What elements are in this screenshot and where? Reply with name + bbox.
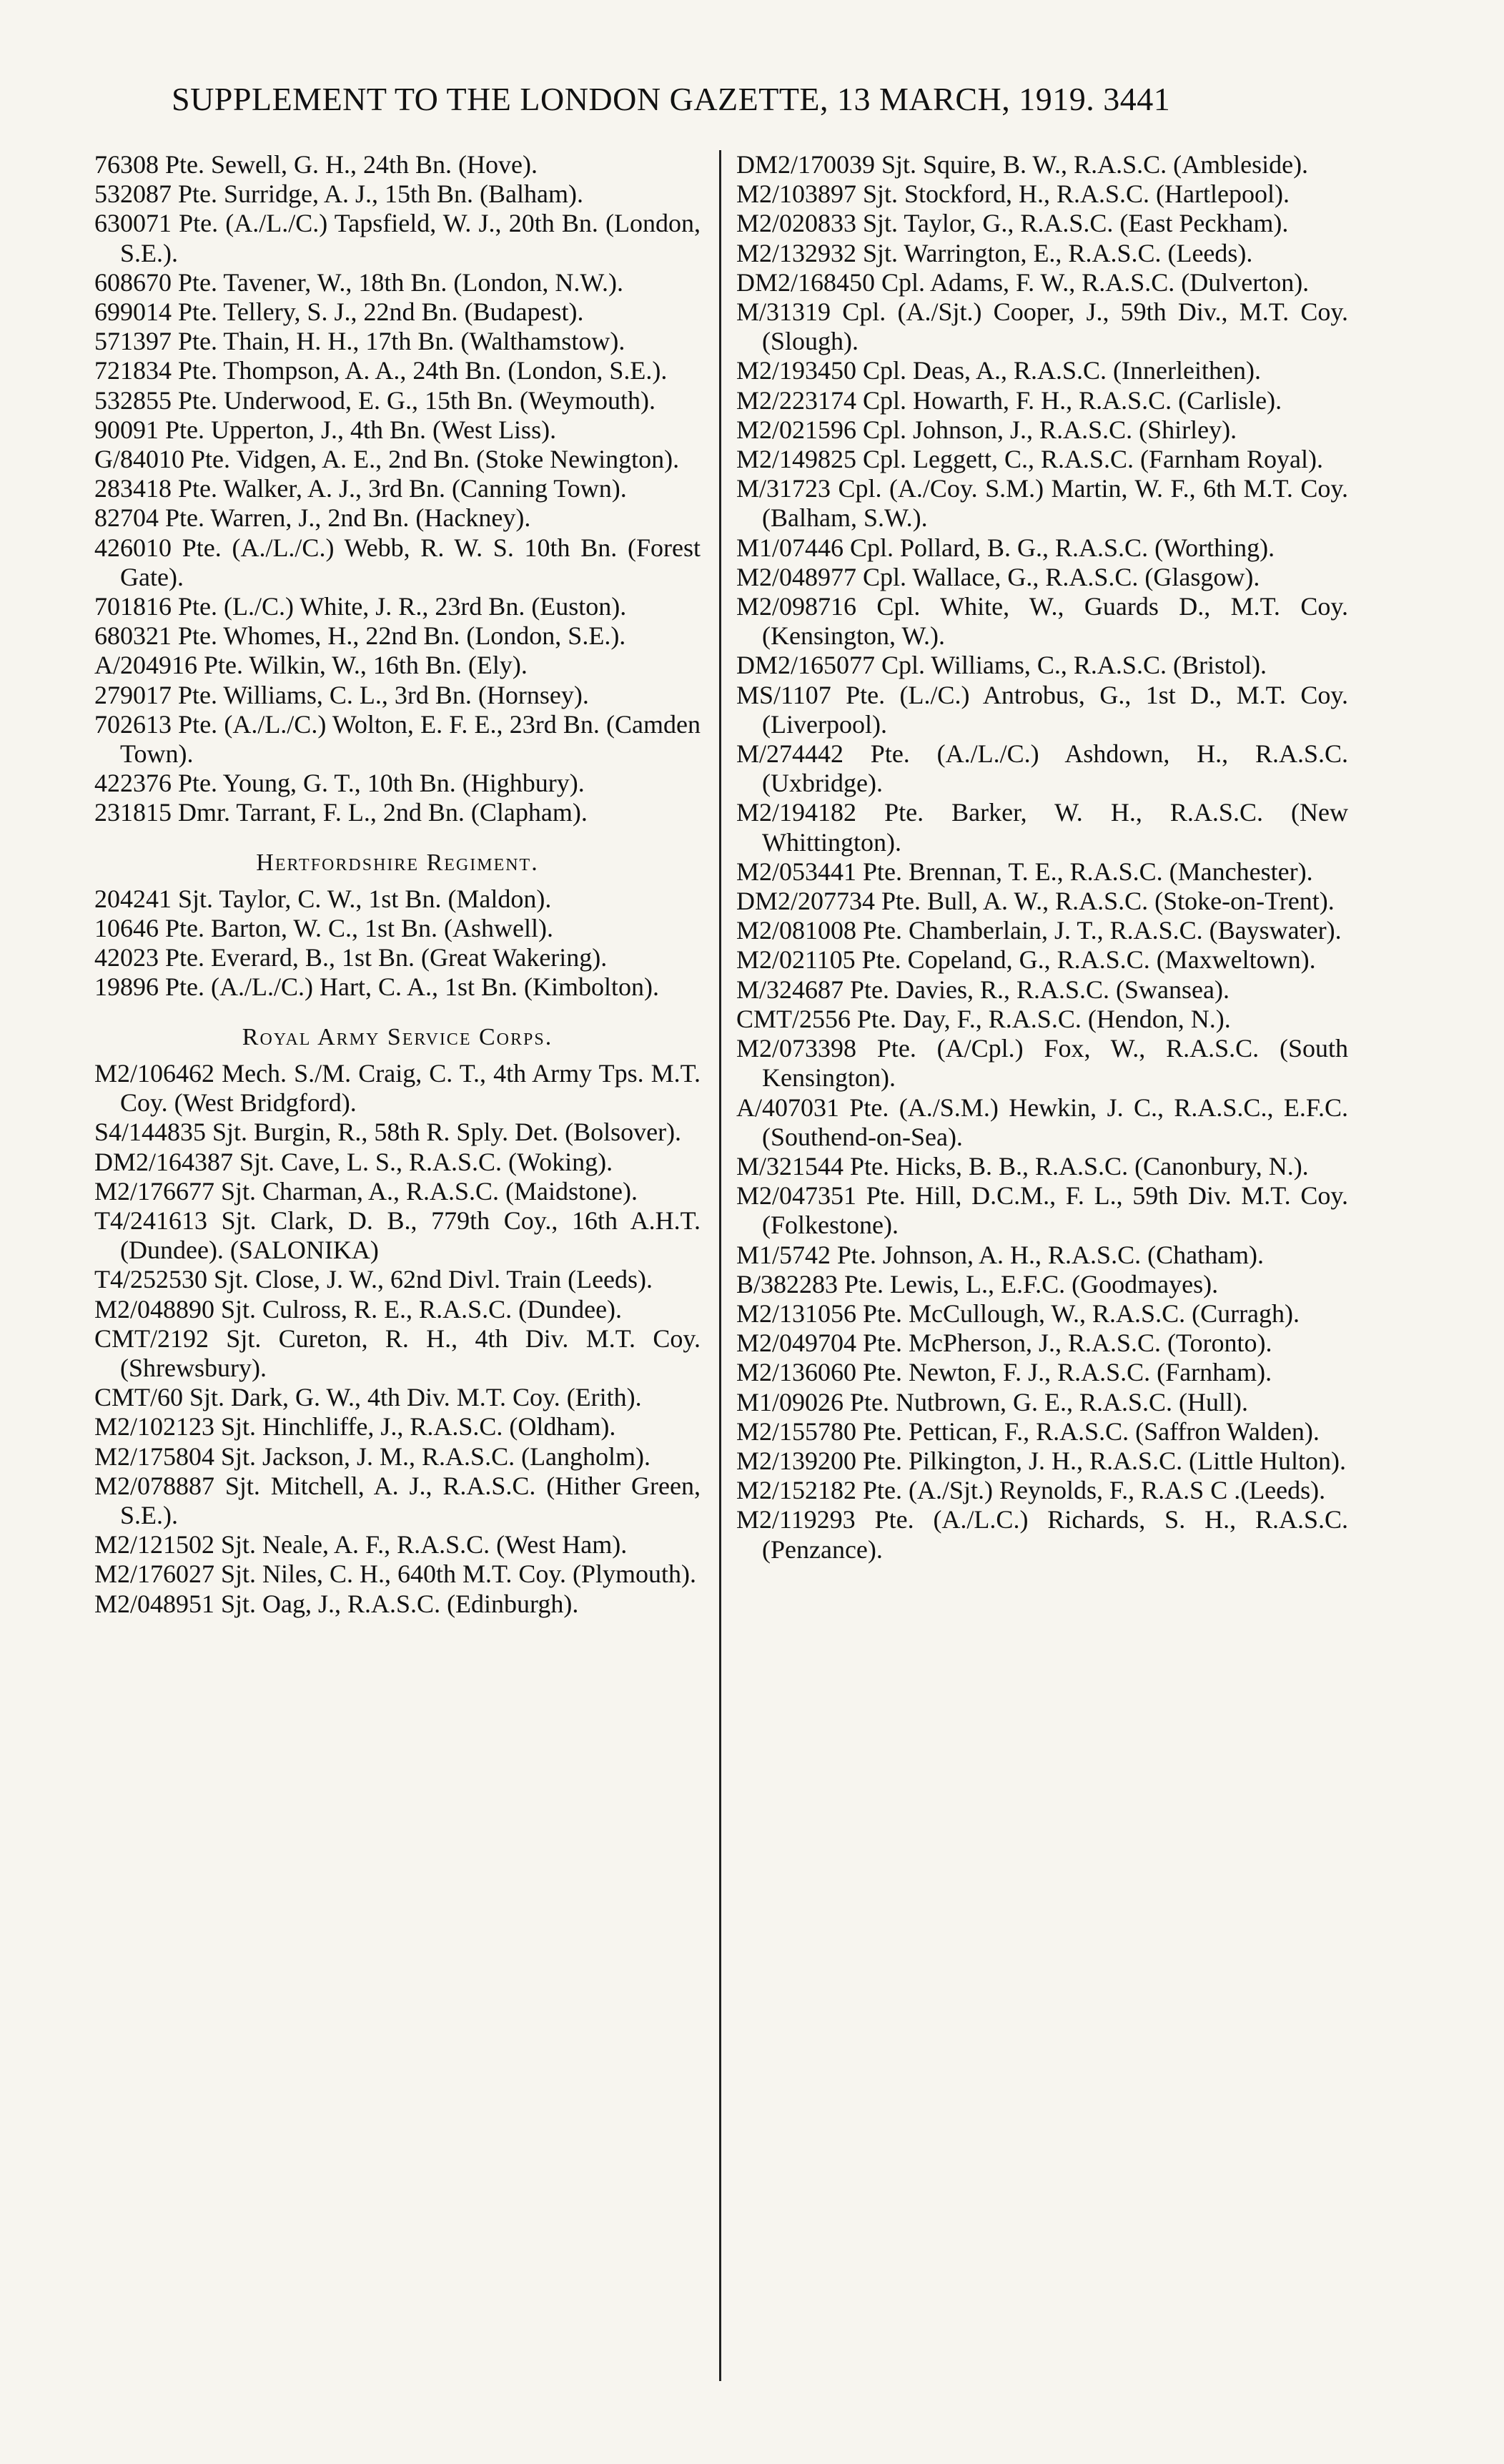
list-item: M2/021105 Pte. Copeland, G., R.A.S.C. (Maxweltown). xyxy=(736,945,1316,975)
left-entries-hertfordshire xyxy=(94,884,701,1002)
list-item: 231815 Dmr. Tarrant, F. L., 2nd Bn. (Clapham). xyxy=(94,798,588,827)
list-item: 204241 Sjt. Taylor, C. W., 1st Bn. (Maldon). xyxy=(94,884,552,913)
left-entries-rasc xyxy=(94,1059,701,1619)
list-item: 571397 Pte. Thain, H. H., 17th Bn. (Walthamstow). xyxy=(94,327,625,356)
list-item: T4/252530 Sjt. Close, J. W., 62nd Divl. Train (Leeds). xyxy=(94,1265,653,1294)
list-item: A/204916 Pte. Wilkin, W., 16th Bn. (Ely). xyxy=(94,651,528,680)
right-entries xyxy=(736,150,1348,1564)
list-item: M2/223174 Cpl. Howarth, F. H., R.A.S.C. (Carlisle). xyxy=(736,385,1282,415)
list-item: M1/09026 Pte. Nutbrown, G. E., R.A.S.C. (Hull). xyxy=(736,1387,1249,1416)
list-item: 422376 Pte. Young, G. T., 10th Bn. (Highbury). xyxy=(94,769,585,798)
list-item: 90091 Pte. Upperton, J., 4th Bn. (West Liss). xyxy=(94,415,557,444)
list-item: 532087 Pte. Surridge, A. J., 15th Bn. (Balham). xyxy=(94,179,583,209)
list-item: MS/1107 Pte. (L./C.) Antrobus, G., 1st D., M.T. Coy. (Liverpool). xyxy=(736,680,1348,739)
list-item: M2/131056 Pte. McCullough, W., R.A.S.C. (Curragh). xyxy=(736,1298,1300,1328)
list-item: 721834 Pte. Thompson, A. A., 24th Bn. (London, S.E.). xyxy=(94,356,668,385)
list-item: M2/073398 Pte. (A/Cpl.) Fox, W., R.A.S.C. (South Kensington). xyxy=(736,1034,1348,1093)
left-entries-top xyxy=(94,150,701,828)
section-heading-rasc: Royal Army Service Corps. xyxy=(242,1023,553,1050)
list-item: 42023 Pte. Everard, B., 1st Bn. (Great Wakering). xyxy=(94,943,608,972)
list-item: M2/020833 Sjt. Taylor, G., R.A.S.C. (East Peckham). xyxy=(736,209,1289,238)
list-item: M2/048977 Cpl. Wallace, G., R.A.S.C. (Glasgow). xyxy=(736,562,1260,591)
list-item: 608670 Pte. Tavener, W., 18th Bn. (London, N.W.). xyxy=(94,267,623,297)
list-item: 680321 Pte. Whomes, H., 22nd Bn. (London, S.E.). xyxy=(94,621,626,651)
list-item: M2/078887 Sjt. Mitchell, A. J., R.A.S.C. (Hither Green, S.E.). xyxy=(94,1471,701,1529)
list-item: 279017 Pte. Williams, C. L., 3rd Bn. (Hornsey). xyxy=(94,680,589,709)
list-item: M2/155780 Pte. Pettican, F., R.A.S.C. (Saffron Walden). xyxy=(736,1416,1320,1446)
list-item: A/407031 Pte. (A./S.M.) Hewkin, J. C., R.A.S.C., E.F.C. (Southend-on-Sea). xyxy=(736,1093,1348,1151)
list-item: CMT/2556 Pte. Day, F., R.A.S.C. (Hendon, N.). xyxy=(736,1004,1231,1033)
list-item: 10646 Pte. Barton, W. C., 1st Bn. (Ashwell). xyxy=(94,914,554,943)
list-item: M2/047351 Pte. Hill, D.C.M., F. L., 59th Div. M.T. Coy. (Folkestone). xyxy=(736,1181,1348,1240)
right-column xyxy=(736,150,1348,1564)
column-divider xyxy=(719,150,721,2381)
list-item: M2/176677 Sjt. Charman, A., R.A.S.C. (Maidstone). xyxy=(94,1176,638,1206)
list-item: 283418 Pte. Walker, A. J., 3rd Bn. (Canning Town). xyxy=(94,474,627,503)
page-header: SUPPLEMENT TO THE LONDON GAZETTE, 13 MARCH, 1919. 3441 xyxy=(172,81,1171,117)
section-heading-hertfordshire: Hertfordshire Regiment. xyxy=(256,849,539,876)
list-item: M2/081008 Pte. Chamberlain, J. T., R.A.S.C. (Bayswater). xyxy=(736,916,1342,945)
list-item: DM2/170039 Sjt. Squire, B. W., R.A.S.C. (Ambleside). xyxy=(736,150,1309,179)
list-item: M2/049704 Pte. McPherson, J., R.A.S.C. (Toronto). xyxy=(736,1329,1272,1358)
list-item: G/84010 Pte. Vidgen, A. E., 2nd Bn. (Stoke Newington). xyxy=(94,445,680,474)
list-item: M2/048951 Sjt. Oag, J., R.A.S.C. (Edinburgh). xyxy=(94,1589,579,1618)
list-item: M2/103897 Sjt. Stockford, H., R.A.S.C. (Hartlepool). xyxy=(736,179,1290,209)
list-item: 82704 Pte. Warren, J., 2nd Bn. (Hackney). xyxy=(94,503,531,533)
list-item: M/31723 Cpl. (A./Coy. S.M.) Martin, W. F., 6th M.T. Coy. (Balham, S.W.). xyxy=(736,474,1348,533)
list-item: DM2/207734 Pte. Bull, A. W., R.A.S.C. (Stoke-on-Trent). xyxy=(736,887,1335,916)
list-item: M2/121502 Sjt. Neale, A. F., R.A.S.C. (West Ham). xyxy=(94,1530,628,1559)
list-item: M2/139200 Pte. Pilkington, J. H., R.A.S.C. (Little Hulton). xyxy=(736,1446,1347,1475)
list-item: T4/241613 Sjt. Clark, D. B., 779th Coy., 16th A.H.T. (Dundee). (SALONIKA) xyxy=(94,1206,701,1265)
list-item: M1/5742 Pte. Johnson, A. H., R.A.S.C. (Chatham). xyxy=(736,1240,1265,1269)
list-item: 702613 Pte. (A./L./C.) Wolton, E. F. E., 23rd Bn. (Camden Town). xyxy=(94,709,701,769)
list-item: M2/194182 Pte. Barker, W. H., R.A.S.C. (New Whittington). xyxy=(736,798,1348,857)
list-item: M/324687 Pte. Davies, R., R.A.S.C. (Swansea). xyxy=(736,975,1230,1004)
list-item: 76308 Pte. Sewell, G. H., 24th Bn. (Hove). xyxy=(94,150,538,179)
list-item: M/321544 Pte. Hicks, B. B., R.A.S.C. (Canonbury, N.). xyxy=(736,1151,1309,1181)
list-item: S4/144835 Sjt. Burgin, R., 58th R. Sply. Det. (Bolsover). xyxy=(94,1118,682,1147)
list-item: M2/176027 Sjt. Niles, C. H., 640th M.T. Coy. (Plymouth). xyxy=(94,1559,697,1589)
list-item: DM2/165077 Cpl. Williams, C., R.A.S.C. (Bristol). xyxy=(736,651,1267,680)
list-item: DM2/164387 Sjt. Cave, L. S., R.A.S.C. (Woking). xyxy=(94,1147,613,1176)
list-item: M2/149825 Cpl. Leggett, C., R.A.S.C. (Farnham Royal). xyxy=(736,445,1323,474)
list-item: M2/152182 Pte. (A./Sjt.) Reynolds, F., R.A.S C .(Leeds). xyxy=(736,1476,1326,1505)
list-item: 426010 Pte. (A./L./C.) Webb, R. W. S. 10th Bn. (Forest Gate). xyxy=(94,533,701,591)
list-item: M1/07446 Cpl. Pollard, B. G., R.A.S.C. (Worthing). xyxy=(736,533,1275,562)
list-item: M2/136060 Pte. Newton, F. J., R.A.S.C. (Farnham). xyxy=(736,1358,1272,1387)
list-item: M2/132932 Sjt. Warrington, E., R.A.S.C. (Leeds). xyxy=(736,238,1253,267)
list-item: DM2/168450 Cpl. Adams, F. W., R.A.S.C. (Dulverton). xyxy=(736,267,1310,297)
list-item: M2/021596 Cpl. Johnson, J., R.A.S.C. (Shirley). xyxy=(736,415,1237,444)
list-item: M2/175804 Sjt. Jackson, J. M., R.A.S.C. (Langholm). xyxy=(94,1442,651,1471)
list-item: 699014 Pte. Tellery, S. J., 22nd Bn. (Budapest). xyxy=(94,297,584,327)
list-item: CMT/60 Sjt. Dark, G. W., 4th Div. M.T. Coy. (Erith). xyxy=(94,1383,642,1412)
list-item: M2/102123 Sjt. Hinchliffe, J., R.A.S.C. (Oldham). xyxy=(94,1412,616,1442)
list-item: M/274442 Pte. (A./L./C.) Ashdown, H., R.A.S.C. (Uxbridge). xyxy=(736,739,1348,798)
list-item: M2/106462 Mech. S./M. Craig, C. T., 4th Army Tps. M.T. Coy. (West Bridgford). xyxy=(94,1058,701,1118)
list-item: B/382283 Pte. Lewis, L., E.F.C. (Goodmayes). xyxy=(736,1269,1219,1298)
list-item: M2/193450 Cpl. Deas, A., R.A.S.C. (Innerleithen). xyxy=(736,356,1261,385)
list-item: M2/053441 Pte. Brennan, T. E., R.A.S.C. (Manchester). xyxy=(736,857,1313,886)
list-item: 19896 Pte. (A./L./C.) Hart, C. A., 1st Bn. (Kimbolton). xyxy=(94,972,659,1002)
list-item: 701816 Pte. (L./C.) White, J. R., 23rd Bn. (Euston). xyxy=(94,592,627,621)
list-item: 630071 Pte. (A./L./C.) Tapsfield, W. J., 20th Bn. (London, S.E.). xyxy=(94,209,701,267)
list-item: CMT/2192 Sjt. Cureton, R. H., 4th Div. M.T. Coy. (Shrewsbury). xyxy=(94,1324,701,1382)
list-item: M2/098716 Cpl. White, W., Guards D., M.T. Coy. (Kensington, W.). xyxy=(736,592,1348,651)
list-item: 532855 Pte. Underwood, E. G., 15th Bn. (Weymouth). xyxy=(94,385,656,415)
list-item: M2/048890 Sjt. Culross, R. E., R.A.S.C. (Dundee). xyxy=(94,1294,623,1324)
left-column xyxy=(94,150,701,1619)
list-item: M2/119293 Pte. (A./L.C.) Richards, S. H., R.A.S.C. (Penzance). xyxy=(736,1505,1348,1564)
list-item: M/31319 Cpl. (A./Sjt.) Cooper, J., 59th Div., M.T. Coy. (Slough). xyxy=(736,297,1348,356)
